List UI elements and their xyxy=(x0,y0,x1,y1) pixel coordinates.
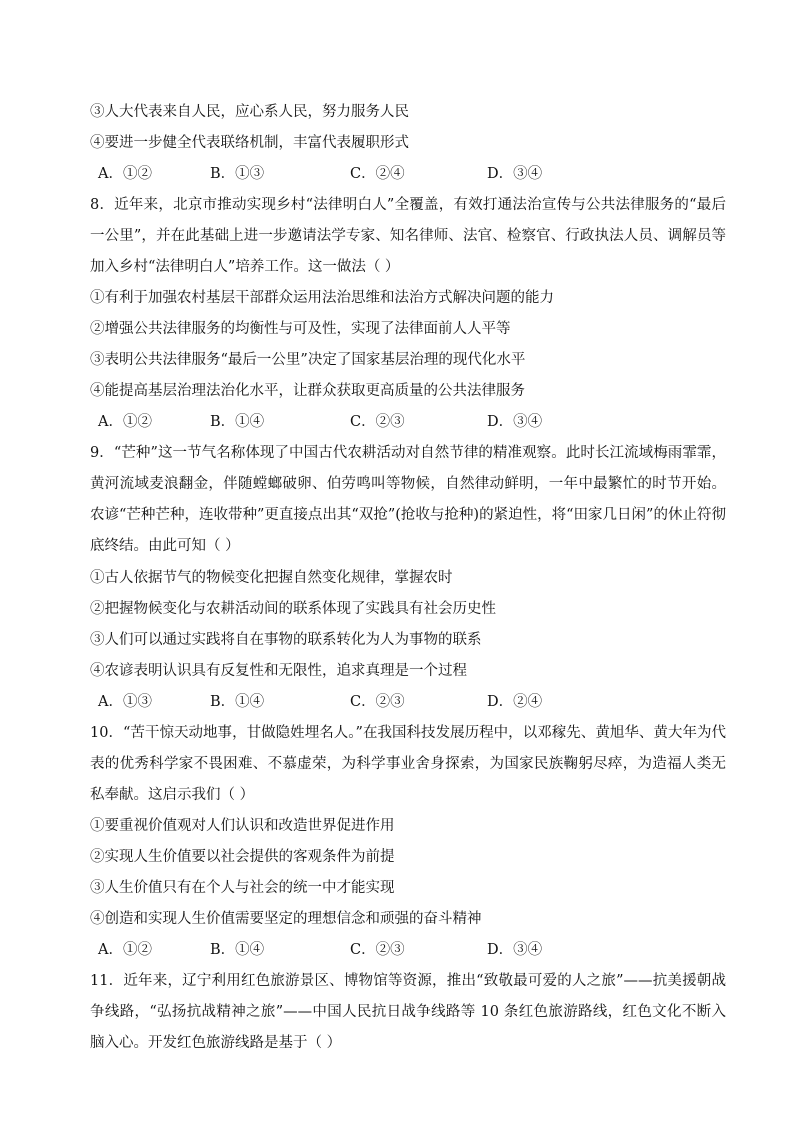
q9-item-4: ④农谚表明认识具有反复性和无限性，追求真理是一个过程 xyxy=(90,663,467,679)
q7-option-a[interactable]: A．①② xyxy=(98,166,152,182)
q10-option-b[interactable]: B．①④ xyxy=(210,942,265,958)
q9-option-d[interactable]: D．②④ xyxy=(487,694,543,710)
q10-stem: 10．“苦干惊天动地事，甘做隐姓埋名人。”在我国科技发展历程中，以邓稼先、黄旭华、黄大年为代表的优秀科学家不畏困难、不慕虚荣，为科学事业舍身探索，为国家民族鞠躬尽瘁，为造福人类无私奉献。这启示我们（ ） xyxy=(90,725,726,803)
q8-option-b[interactable]: B．①④ xyxy=(210,414,265,430)
q9-item-1: ①古人依据节气的物候变化把握自然变化规律，掌握农时 xyxy=(90,570,453,586)
q7-option-d[interactable]: D．③④ xyxy=(487,166,543,182)
q10-options xyxy=(0,940,794,960)
q10-item-2: ②实现人生价值要以社会提供的客观条件为前提 xyxy=(90,849,395,865)
q7-option-c[interactable]: C．②④ xyxy=(350,166,405,182)
q7-options xyxy=(0,164,794,184)
q8-options xyxy=(0,412,794,432)
q10-item-3: ③人生价值只有在个人与社会的统一中才能实现 xyxy=(90,880,395,896)
q9-item-3: ③人们可以通过实践将自在事物的联系转化为人为事物的联系 xyxy=(90,632,482,648)
q10-item-1: ①要重视价值观对人们认识和改造世界促进作用 xyxy=(90,818,395,834)
q10-item-4: ④创造和实现人生价值需要坚定的理想信念和顽强的奋斗精神 xyxy=(90,911,482,927)
q9-option-c[interactable]: C．②③ xyxy=(350,694,405,710)
q7-item-4: ④要进一步健全代表联络机制，丰富代表履职形式 xyxy=(90,135,409,151)
q8-option-c[interactable]: C．②③ xyxy=(350,414,405,430)
q7-option-b[interactable]: B．①③ xyxy=(210,166,265,182)
q8-option-a[interactable]: A．①② xyxy=(98,414,152,430)
q9-option-a[interactable]: A．①③ xyxy=(98,694,152,710)
q8-item-4: ④能提高基层治理法治化水平，让群众获取更高质量的公共法律服务 xyxy=(90,383,525,399)
q9-item-2: ②把握物候变化与农耕活动间的联系体现了实践具有社会历史性 xyxy=(90,601,496,617)
q11-stem: 11．近年来，辽宁利用红色旅游景区、博物馆等资源，推出“致敬最可爱的人之旅”——抗美援朝战争线路，“弘扬抗战精神之旅”——中国人民抗日战争线路等 10 条红色旅游路线，红色文化不断入脑入心。开发红色旅游线路是基于（ ） xyxy=(90,973,726,1051)
q8-stem: 8．近年来，北京市推动实现乡村“法律明白人”全覆盖，有效打通法治宣传与公共法律服务的“最后一公里”，并在此基础上进一步邀请法学专家、知名律师、法官、检察官、行政执法人员、调解员等加入乡村“法律明白人”培养工作。这一做法（ ） xyxy=(90,197,726,275)
q10-option-c[interactable]: C．②③ xyxy=(350,942,405,958)
q8-item-1: ①有利于加强农村基层干部群众运用法治思维和法治方式解决问题的能力 xyxy=(90,290,554,306)
q8-item-2: ②增强公共法律服务的均衡性与可及性，实现了法律面前人人平等 xyxy=(90,321,511,337)
q9-options xyxy=(0,692,794,712)
q7-item-3: ③人大代表来自人民，应心系人民，努力服务人民 xyxy=(90,104,409,120)
q8-item-3: ③表明公共法律服务“最后一公里”决定了国家基层治理的现代化水平 xyxy=(90,352,526,368)
q8-option-d[interactable]: D．③④ xyxy=(487,414,543,430)
q9-option-b[interactable]: B．①④ xyxy=(210,694,265,710)
q9-stem: 9．“芒种”这一节气名称体现了中国古代农耕活动对自然节律的精准观察。此时长江流域梅雨霏霏，黄河流域麦浪翻金，伴随螳螂破卵、伯劳鸣叫等物候，自然律动鲜明，一年中最繁忙的时节开始。农谚“芒种芒种，连收带种”更直接点出其“双抢”(抢收与抢种)的紧迫性，将“田家几日闲”的休止符彻底终结。由此可知（ ） xyxy=(90,445,726,554)
q10-option-d[interactable]: D．③④ xyxy=(487,942,543,958)
q10-option-a[interactable]: A．①② xyxy=(98,942,152,958)
